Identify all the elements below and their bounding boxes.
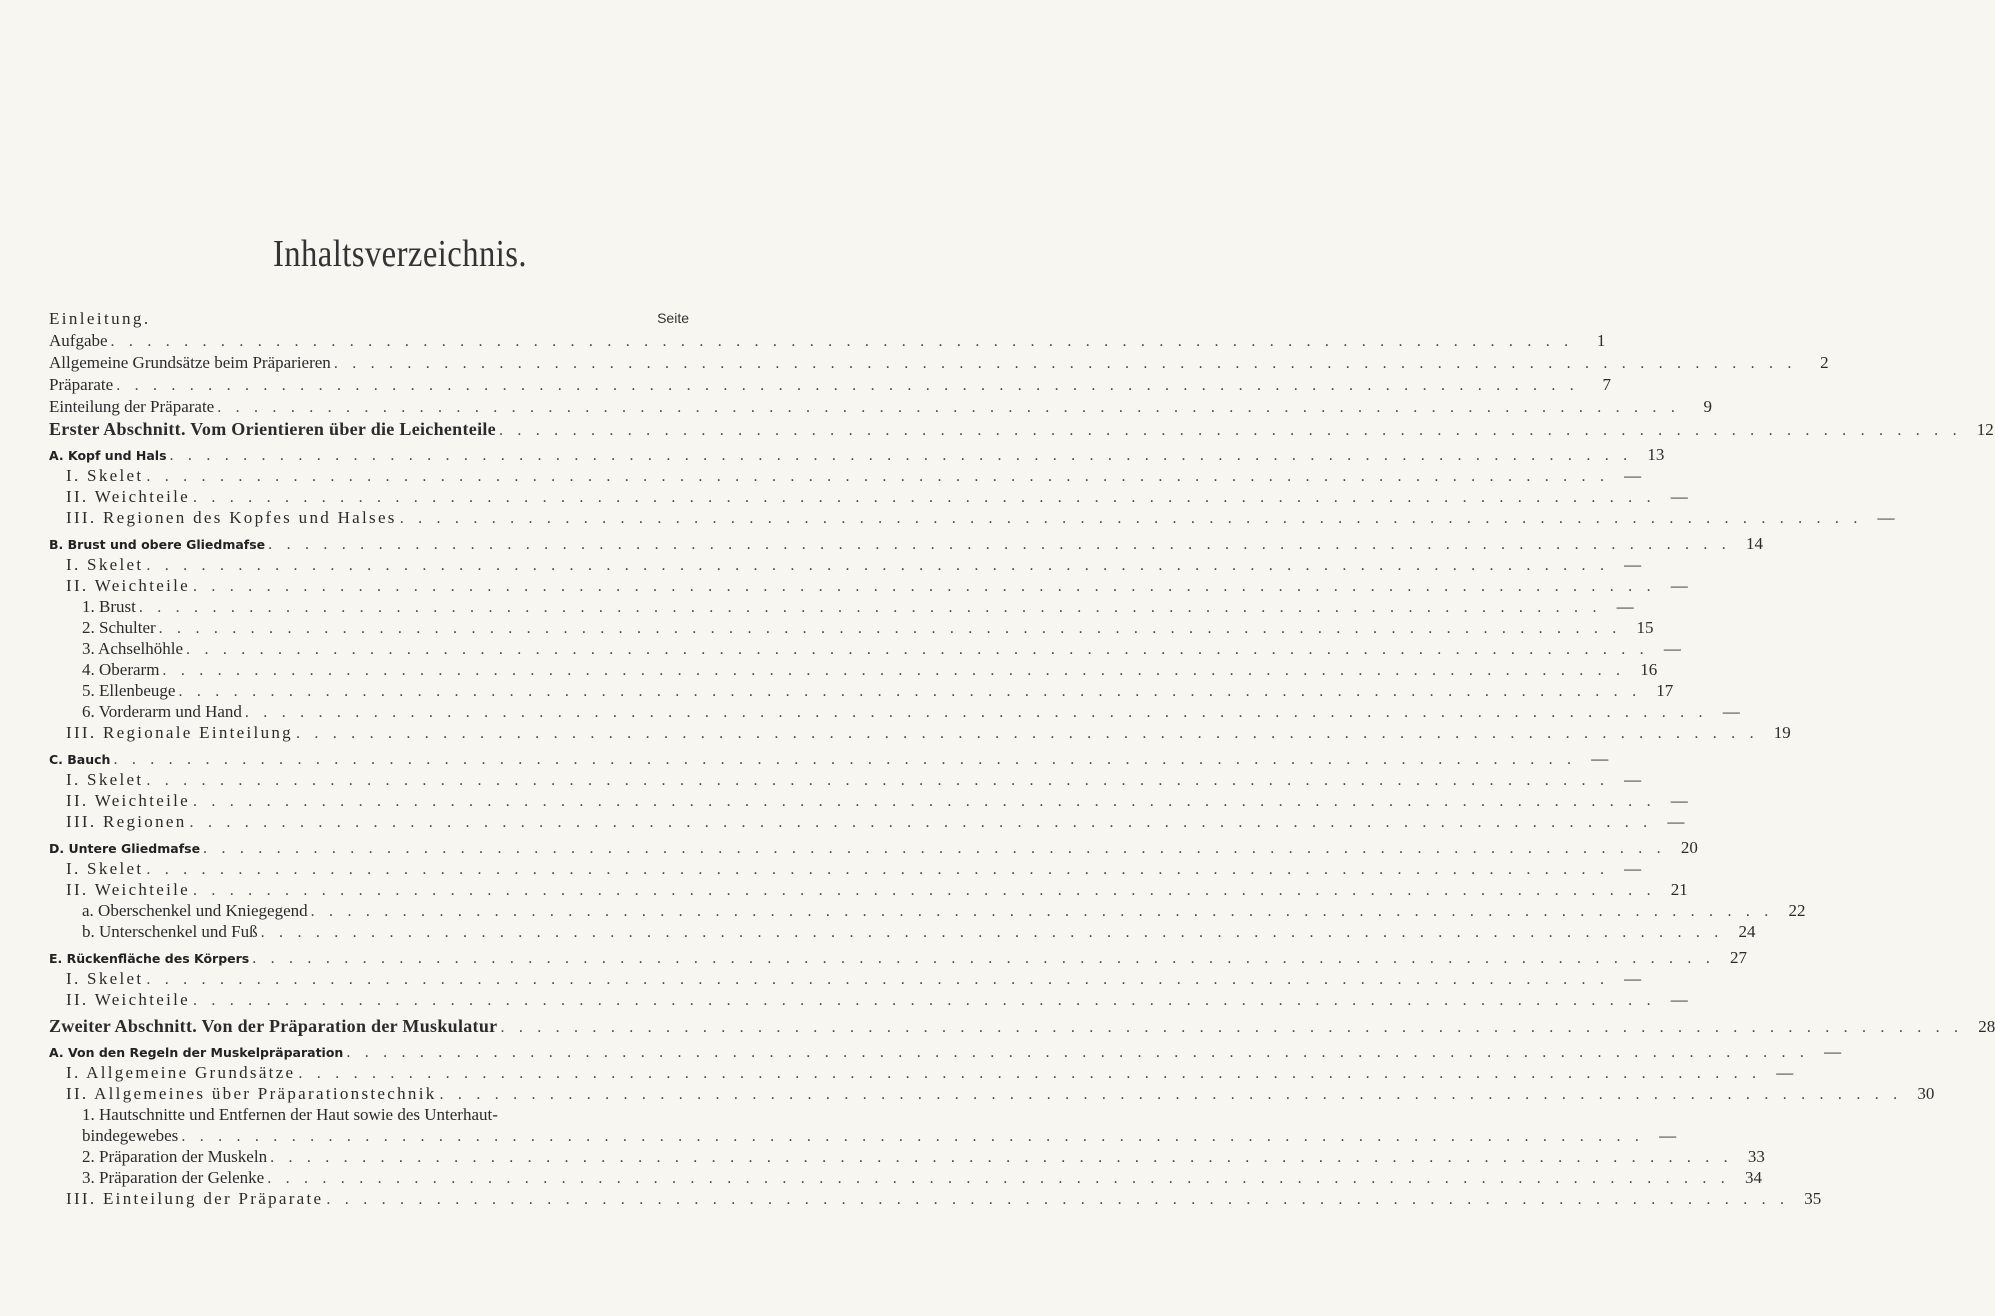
- toc-entry-page: 34: [1745, 1168, 1763, 1187]
- toc-entry: [0, 534, 1763, 556]
- toc-entry: [0, 331, 1606, 353]
- dot-leader: . . . . . . . . . . . . . . . . . . . . . . . . . . . . . . . . . . . . . . . . . . . . . . . . . . . . . . . . . . . . . . . . . . . . . . . . . . . . . . . .: [270, 1149, 1733, 1166]
- toc-entry-page: 12: [1976, 420, 1994, 439]
- toc-entry-label: 6. Vorderarm und Hand: [82, 702, 242, 721]
- toc-entry-page: —: [1659, 1126, 1677, 1145]
- toc-entry: [0, 1084, 1935, 1106]
- toc-entry: [0, 1147, 1765, 1169]
- toc-entry-label: II. Weichteile: [66, 880, 190, 899]
- dot-leader: . . . . . . . . . . . . . . . . . . . . . . . . . . . . . . . . . . . . . . . . . . . . . . . . . . . . . . . . . . . . . . . . . . . . . . . . . . . . . . . .: [192, 882, 1656, 899]
- dot-leader: . . . . . . . . . . . . . . . . . . . . . . . . . . . . . . . . . . . . . . . . . . . . . . . . . . . . . . . . . . . . . . . . . . . . . . . . . . . . . . . .: [498, 422, 1962, 439]
- toc-entry: [0, 353, 1829, 375]
- toc-entry-page: 33: [1747, 1147, 1765, 1166]
- dot-leader: . . . . . . . . . . . . . . . . . . . . . . . . . . . . . . . . . . . . . . . . . . . . . . . . . . . . . . . . . . . . . . . . . . . . . . . . . . . . . . . .: [192, 992, 1656, 1009]
- dot-leader: . . . . . . . . . . . . . . . . . . . . . . . . . . . . . . . . . . . . . . . . . . . . . . . . . . . . . . . . . . . . . . . . . . . . . . . . . . . . . . . .: [500, 1019, 1964, 1036]
- toc-entry-label: Allgemeine Grundsätze beim Präparieren: [49, 353, 331, 372]
- page-column-header: Seite: [657, 310, 689, 326]
- toc-entry-page: 22: [1788, 901, 1806, 920]
- toc-entry-label: 2. Schulter: [82, 618, 156, 637]
- toc-entry-page: 9: [1703, 397, 1713, 416]
- toc-entry-label: E. Rückenfläche des Körpers: [49, 951, 250, 966]
- toc-entry: [0, 990, 1688, 1012]
- toc-entry-label: Aufgabe: [49, 331, 108, 350]
- toc-entry-page: —: [1667, 812, 1685, 831]
- toc-entry-label: D. Untere Gliedmafse: [49, 841, 201, 856]
- dot-leader: . . . . . . . . . . . . . . . . . . . . . . . . . . . . . . . . . . . . . . . . . . . . . . . . . . . . . . . . . . . . . . . . . . . . . . . . . . . . . . . .: [192, 489, 1656, 506]
- dot-leader: . . . . . . . . . . . . . . . . . . . . . . . . . . . . . . . . . . . . . . . . . . . . . . . . . . . . . . . . . . . . . . . . . . . . . . . . . . . . . . . .: [346, 1044, 1810, 1061]
- toc-entry: [0, 419, 1994, 441]
- toc-entry-label: II. Weichteile: [66, 576, 190, 595]
- dot-leader: . . . . . . . . . . . . . . . . . . . . . . . . . . . . . . . . . . . . . . . . . . . . . . . . . . . . . . . . . . . . . . . . . . . . . . . . . . . . . . . .: [244, 704, 1708, 721]
- toc-entry: [0, 639, 1681, 661]
- dot-leader: . . . . . . . . . . . . . . . . . . . . . . . . . . . . . . . . . . . . . . . . . . . . . . . . . . . . . . . . . . . . . . . . . . . . . . . . . . . . . . . .: [146, 557, 1610, 574]
- toc-entry-page: —: [1624, 555, 1642, 574]
- toc-entry-label: a. Oberschenkel und Kniegegend: [82, 901, 308, 920]
- toc-entry: [0, 1105, 800, 1127]
- toc-entry-page: 35: [1804, 1189, 1822, 1208]
- toc-entry-page: 17: [1656, 681, 1674, 700]
- toc-entry-page: —: [1722, 702, 1740, 721]
- toc-entry-label: C. Bauch: [49, 752, 111, 767]
- toc-entry: [0, 922, 1756, 944]
- toc-entry-label: III. Einteilung der Präparate: [66, 1189, 324, 1208]
- toc-entry-label: III. Regionale Einteilung: [66, 723, 293, 742]
- toc-entry-page: 21: [1670, 880, 1688, 899]
- toc-entry: [0, 576, 1688, 598]
- dot-leader: . . . . . . . . . . . . . . . . . . . . . . . . . . . . . . . . . . . . . . . . . . . . . . . . . . . . . . . . . . . . . . . . . . . . . . . . . . . . . . . .: [146, 971, 1610, 988]
- toc-entry-page: 24: [1738, 922, 1756, 941]
- toc-entry: [0, 397, 1713, 419]
- toc-entry-page: 7: [1602, 375, 1611, 394]
- toc-entry-page: 16: [1640, 660, 1658, 679]
- dot-leader: . . . . . . . . . . . . . . . . . . . . . . . . . . . . . . . . . . . . . . . . . . . . . . . . . . . . . . . . . . . . . . . . . . . . . . . . . . . . . . . .: [189, 814, 1653, 831]
- toc-entry: [0, 838, 1698, 860]
- toc-entry-label: Präparate: [49, 375, 114, 394]
- toc-entry: [0, 859, 1642, 881]
- toc-entry-page: 27: [1730, 948, 1748, 967]
- toc-entry: [0, 1189, 1822, 1211]
- toc-entry-label: B. Brust und obere Gliedmafse: [49, 537, 266, 552]
- toc-entry: [0, 901, 1806, 923]
- toc-entry: [0, 1042, 1842, 1064]
- toc-entry-page: 20: [1680, 838, 1698, 857]
- toc-entry: [0, 445, 1665, 467]
- toc-entry-label: 3. Achselhöhle: [82, 639, 184, 658]
- toc-entry-page: —: [1670, 487, 1688, 506]
- dot-leader: . . . . . . . . . . . . . . . . . . . . . . . . . . . . . . . . . . . . . . . . . . . . . . . . . . . . . . . . . . . . . . . . . . . . . . . . . . . . . . . .: [158, 620, 1622, 637]
- toc-entry-label: I. Skelet: [66, 555, 144, 574]
- toc-entry-page: —: [1591, 749, 1609, 768]
- toc-entry: [0, 812, 1685, 834]
- toc-entry-page: 19: [1773, 723, 1791, 742]
- toc-entry: [0, 702, 1740, 724]
- dot-leader: . . . . . . . . . . . . . . . . . . . . . . . . . . . . . . . . . . . . . . . . . . . . . . . . . . . . . . . . . . . . . . . . . . . . . . . . . . . . . . . .: [116, 377, 1579, 394]
- dot-leader: . . . . . . . . . . . . . . . . . . . . . . . . . . . . . . . . . . . . . . . . . . . . . . . . . . . . . . . . . . . . . . . . . . . . . . . . . . . . . . . .: [333, 355, 1797, 372]
- dot-leader: . . . . . . . . . . . . . . . . . . . . . . . . . . . . . . . . . . . . . . . . . . . . . . . . . . . . . . . . . . . . . . . . . . . . . . . . . . . . . . . .: [162, 662, 1626, 679]
- toc-entry: [0, 466, 1642, 488]
- toc-entry: [0, 948, 1748, 970]
- toc-entry: [0, 555, 1642, 577]
- toc-entry-page: —: [1776, 1063, 1794, 1082]
- dot-leader: . . . . . . . . . . . . . . . . . . . . . . . . . . . . . . . . . . . . . . . . . . . . . . . . . . . . . . . . . . . . . . . . . . . . . . . . . . . . . . . .: [252, 950, 1716, 967]
- toc-entry: [0, 969, 1642, 991]
- toc-entry-page: 2: [1820, 353, 1829, 372]
- toc-entry: [0, 770, 1642, 792]
- dot-leader: . . . . . . . . . . . . . . . . . . . . . . . . . . . . . . . . . . . . . . . . . . . . . . . . . . . . . . . . . . . . . . . . . . . . . . . . . . . . . . . .: [399, 510, 1863, 527]
- toc-entry: [0, 375, 1611, 397]
- dot-leader: . . . . . . . . . . . . . . . . . . . . . . . . . . . . . . . . . . . . . . . . . . . . . . . . . . . . . . . . . . . . . . . . . . . . . . . . . . . . . . . .: [146, 468, 1610, 485]
- toc-entry-page: 30: [1917, 1084, 1935, 1103]
- toc-entry-page: —: [1616, 597, 1634, 616]
- toc-entry-label: 4. Oberarm: [82, 660, 160, 679]
- toc-entry-label: II. Weichteile: [66, 487, 190, 506]
- toc-entry-page: —: [1670, 791, 1688, 810]
- toc-entry: [0, 880, 1688, 902]
- toc-entry-label: II. Allgemeines über Präparationstechnik: [66, 1084, 437, 1103]
- toc-entry-label: 3. Präparation der Gelenke: [82, 1168, 265, 1187]
- toc-entry-page: 14: [1745, 534, 1763, 553]
- toc-entry: [0, 660, 1658, 682]
- toc-entry-label: A. Kopf und Hals: [49, 448, 167, 463]
- toc-entry-label: I. Allgemeine Grundsätze: [66, 1063, 296, 1082]
- toc-entry-label: b. Unterschenkel und Fuß: [82, 922, 258, 941]
- dot-leader: . . . . . . . . . . . . . . . . . . . . . . . . . . . . . . . . . . . . . . . . . . . . . . . . . . . . . . . . . . . . . . . . . . . . . . . . . . . . . . . .: [138, 599, 1602, 616]
- toc-entry: [0, 1126, 1677, 1148]
- toc-entry-label: I. Skelet: [66, 466, 144, 485]
- toc-entry-label: Erster Abschnitt. Vom Orientieren über die Leichenteile: [49, 419, 496, 439]
- toc-entry-label: 2. Präparation der Muskeln: [82, 1147, 268, 1166]
- toc-entry-label: III. Regionen: [66, 812, 187, 831]
- dot-leader: . . . . . . . . . . . . . . . . . . . . . . . . . . . . . . . . . . . . . . . . . . . . . . . . . . . . . . . . . . . . . . . . . . . . . . . . . . . . . . . .: [268, 536, 1731, 553]
- toc-entry-page: —: [1670, 576, 1688, 595]
- page-title: Inhaltsverzeichnis.: [272, 233, 528, 275]
- dot-leader: . . . . . . . . . . . . . . . . . . . . . . . . . . . . . . . . . . . . . . . . . . . . . . . . . . . . . . . . . . . . . . . . . . . . . . . . . . . . . . . .: [192, 578, 1656, 595]
- dot-leader: . . . . . . . . . . . . . . . . . . . . . . . . . . . . . . . . . . . . . . . . . . . . . . . . . . . . . . . . . . . . . . . . . . . . . . . . . . . . . . . .: [110, 333, 1574, 350]
- toc-entry-label: Zweiter Abschnitt. Von der Präparation der Muskulatur: [49, 1016, 498, 1036]
- toc-entry: [0, 749, 1609, 771]
- dot-leader: . . . . . . . . . . . . . . . . . . . . . . . . . . . . . . . . . . . . . . . . . . . . . . . . . . . . . . . . . . . . . . . . . . . . . . . . . . . . . . . .: [146, 772, 1610, 789]
- dot-leader: . . . . . . . . . . . . . . . . . . . . . . . . . . . . . . . . . . . . . . . . . . . . . . . . . . . . . . . . . . . . . . . . . . . . . . . . . . . . . . . .: [186, 641, 1649, 658]
- toc-entry-page: —: [1624, 466, 1642, 485]
- toc-entry-page: —: [1624, 969, 1642, 988]
- toc-entry: [0, 597, 1634, 619]
- toc-entry: [0, 1168, 1763, 1190]
- toc-entry-label: 1. Hautschnitte und Entfernen der Haut sowie des Unterhaut-: [82, 1105, 498, 1124]
- toc-entry-page: —: [1670, 990, 1688, 1009]
- toc-entry-page: 15: [1636, 618, 1654, 637]
- dot-leader: . . . . . . . . . . . . . . . . . . . . . . . . . . . . . . . . . . . . . . . . . . . . . . . . . . . . . . . . . . . . . . . . . . . . . . . . . . . . . . . .: [178, 683, 1642, 700]
- toc-entry: [0, 1063, 1794, 1085]
- toc-entry: [0, 618, 1654, 640]
- dot-leader: . . . . . . . . . . . . . . . . . . . . . . . . . . . . . . . . . . . . . . . . . . . . . . . . . . . . . . . . . . . . . . . . . . . . . . . . . . . . . . . .: [295, 725, 1759, 742]
- toc-entry-label: II. Weichteile: [66, 791, 190, 810]
- toc-entry-label: II. Weichteile: [66, 990, 190, 1009]
- toc-entry-label: 1. Brust: [82, 597, 136, 616]
- toc-entry: [0, 1016, 1995, 1038]
- dot-leader: . . . . . . . . . . . . . . . . . . . . . . . . . . . . . . . . . . . . . . . . . . . . . . . . . . . . . . . . . . . . . . . . . . . . . . . . . . . . . . . .: [310, 903, 1774, 920]
- toc-entry-page: —: [1824, 1042, 1842, 1061]
- dot-leader: . . . . . . . . . . . . . . . . . . . . . . . . . . . . . . . . . . . . . . . . . . . . . . . . . . . . . . . . . . . . . . . . . . . . . . . . . . . . . . . .: [169, 447, 1633, 464]
- intro-heading: Einleitung.: [49, 309, 151, 328]
- dot-leader: . . . . . . . . . . . . . . . . . . . . . . . . . . . . . . . . . . . . . . . . . . . . . . . . . . . . . . . . . . . . . . . . . . . . . . . . . . . . . . . .: [146, 861, 1610, 878]
- dot-leader: . . . . . . . . . . . . . . . . . . . . . . . . . . . . . . . . . . . . . . . . . . . . . . . . . . . . . . . . . . . . . . . . . . . . . . . . . . . . . . . .: [203, 840, 1666, 857]
- toc-entry-page: —: [1624, 770, 1642, 789]
- toc-entry-page: 1: [1596, 331, 1606, 350]
- toc-entry: [0, 508, 1895, 530]
- toc-entry-label: bindegewebes: [82, 1126, 179, 1145]
- toc-entry: [0, 791, 1688, 813]
- toc-entry: [0, 681, 1674, 703]
- toc-entry-label: Einteilung der Präparate: [49, 397, 215, 416]
- toc-entry-label: I. Skelet: [66, 770, 144, 789]
- toc-entry-label: I. Skelet: [66, 859, 144, 878]
- dot-leader: . . . . . . . . . . . . . . . . . . . . . . . . . . . . . . . . . . . . . . . . . . . . . . . . . . . . . . . . . . . . . . . . . . . . . . . . . . . . . . . .: [298, 1065, 1762, 1082]
- toc-entry: [0, 723, 1791, 745]
- dot-leader: . . . . . . . . . . . . . . . . . . . . . . . . . . . . . . . . . . . . . . . . . . . . . . . . . . . . . . . . . . . . . . . . . . . . . . . . . . . . . . . .: [326, 1191, 1790, 1208]
- toc-entry-page: 13: [1647, 445, 1665, 464]
- dot-leader: . . . . . . . . . . . . . . . . . . . . . . . . . . . . . . . . . . . . . . . . . . . . . . . . . . . . . . . . . . . . . . . . . . . . . . . . . . . . . . . .: [192, 793, 1656, 810]
- dot-leader: . . . . . . . . . . . . . . . . . . . . . . . . . . . . . . . . . . . . . . . . . . . . . . . . . . . . . . . . . . . . . . . . . . . . . . . . . . . . . . . .: [113, 751, 1577, 768]
- toc-entry-label: 5. Ellenbeuge: [82, 681, 176, 700]
- dot-leader: . . . . . . . . . . . . . . . . . . . . . . . . . . . . . . . . . . . . . . . . . . . . . . . . . . . . . . . . . . . . . . . . . . . . . . . . . . . . . . . .: [267, 1170, 1731, 1187]
- toc-entry-label: III. Regionen des Kopfes und Halses: [66, 508, 397, 527]
- toc-entry-label: A. Von den Regeln der Muskelpräparation: [49, 1045, 344, 1060]
- dot-leader: . . . . . . . . . . . . . . . . . . . . . . . . . . . . . . . . . . . . . . . . . . . . . . . . . . . . . . . . . . . . . . . . . . . . . . . . . . . . . . . .: [260, 924, 1724, 941]
- dot-leader: . . . . . . . . . . . . . . . . . . . . . . . . . . . . . . . . . . . . . . . . . . . . . . . . . . . . . . . . . . . . . . . . . . . . . . . . . . . . . . . .: [181, 1128, 1645, 1145]
- toc-entry: [0, 487, 1688, 509]
- toc-entry-page: —: [1877, 508, 1895, 527]
- dot-leader: . . . . . . . . . . . . . . . . . . . . . . . . . . . . . . . . . . . . . . . . . . . . . . . . . . . . . . . . . . . . . . . . . . . . . . . . . . . . . . . .: [439, 1086, 1903, 1103]
- toc-entry-page: 28: [1978, 1017, 1995, 1036]
- dot-leader: . . . . . . . . . . . . . . . . . . . . . . . . . . . . . . . . . . . . . . . . . . . . . . . . . . . . . . . . . . . . . . . . . . . . . . . . . . . . . . . .: [217, 399, 1681, 416]
- toc-entry-page: —: [1663, 639, 1681, 658]
- toc-entry-label: I. Skelet: [66, 969, 144, 988]
- toc-entry-page: —: [1624, 859, 1642, 878]
